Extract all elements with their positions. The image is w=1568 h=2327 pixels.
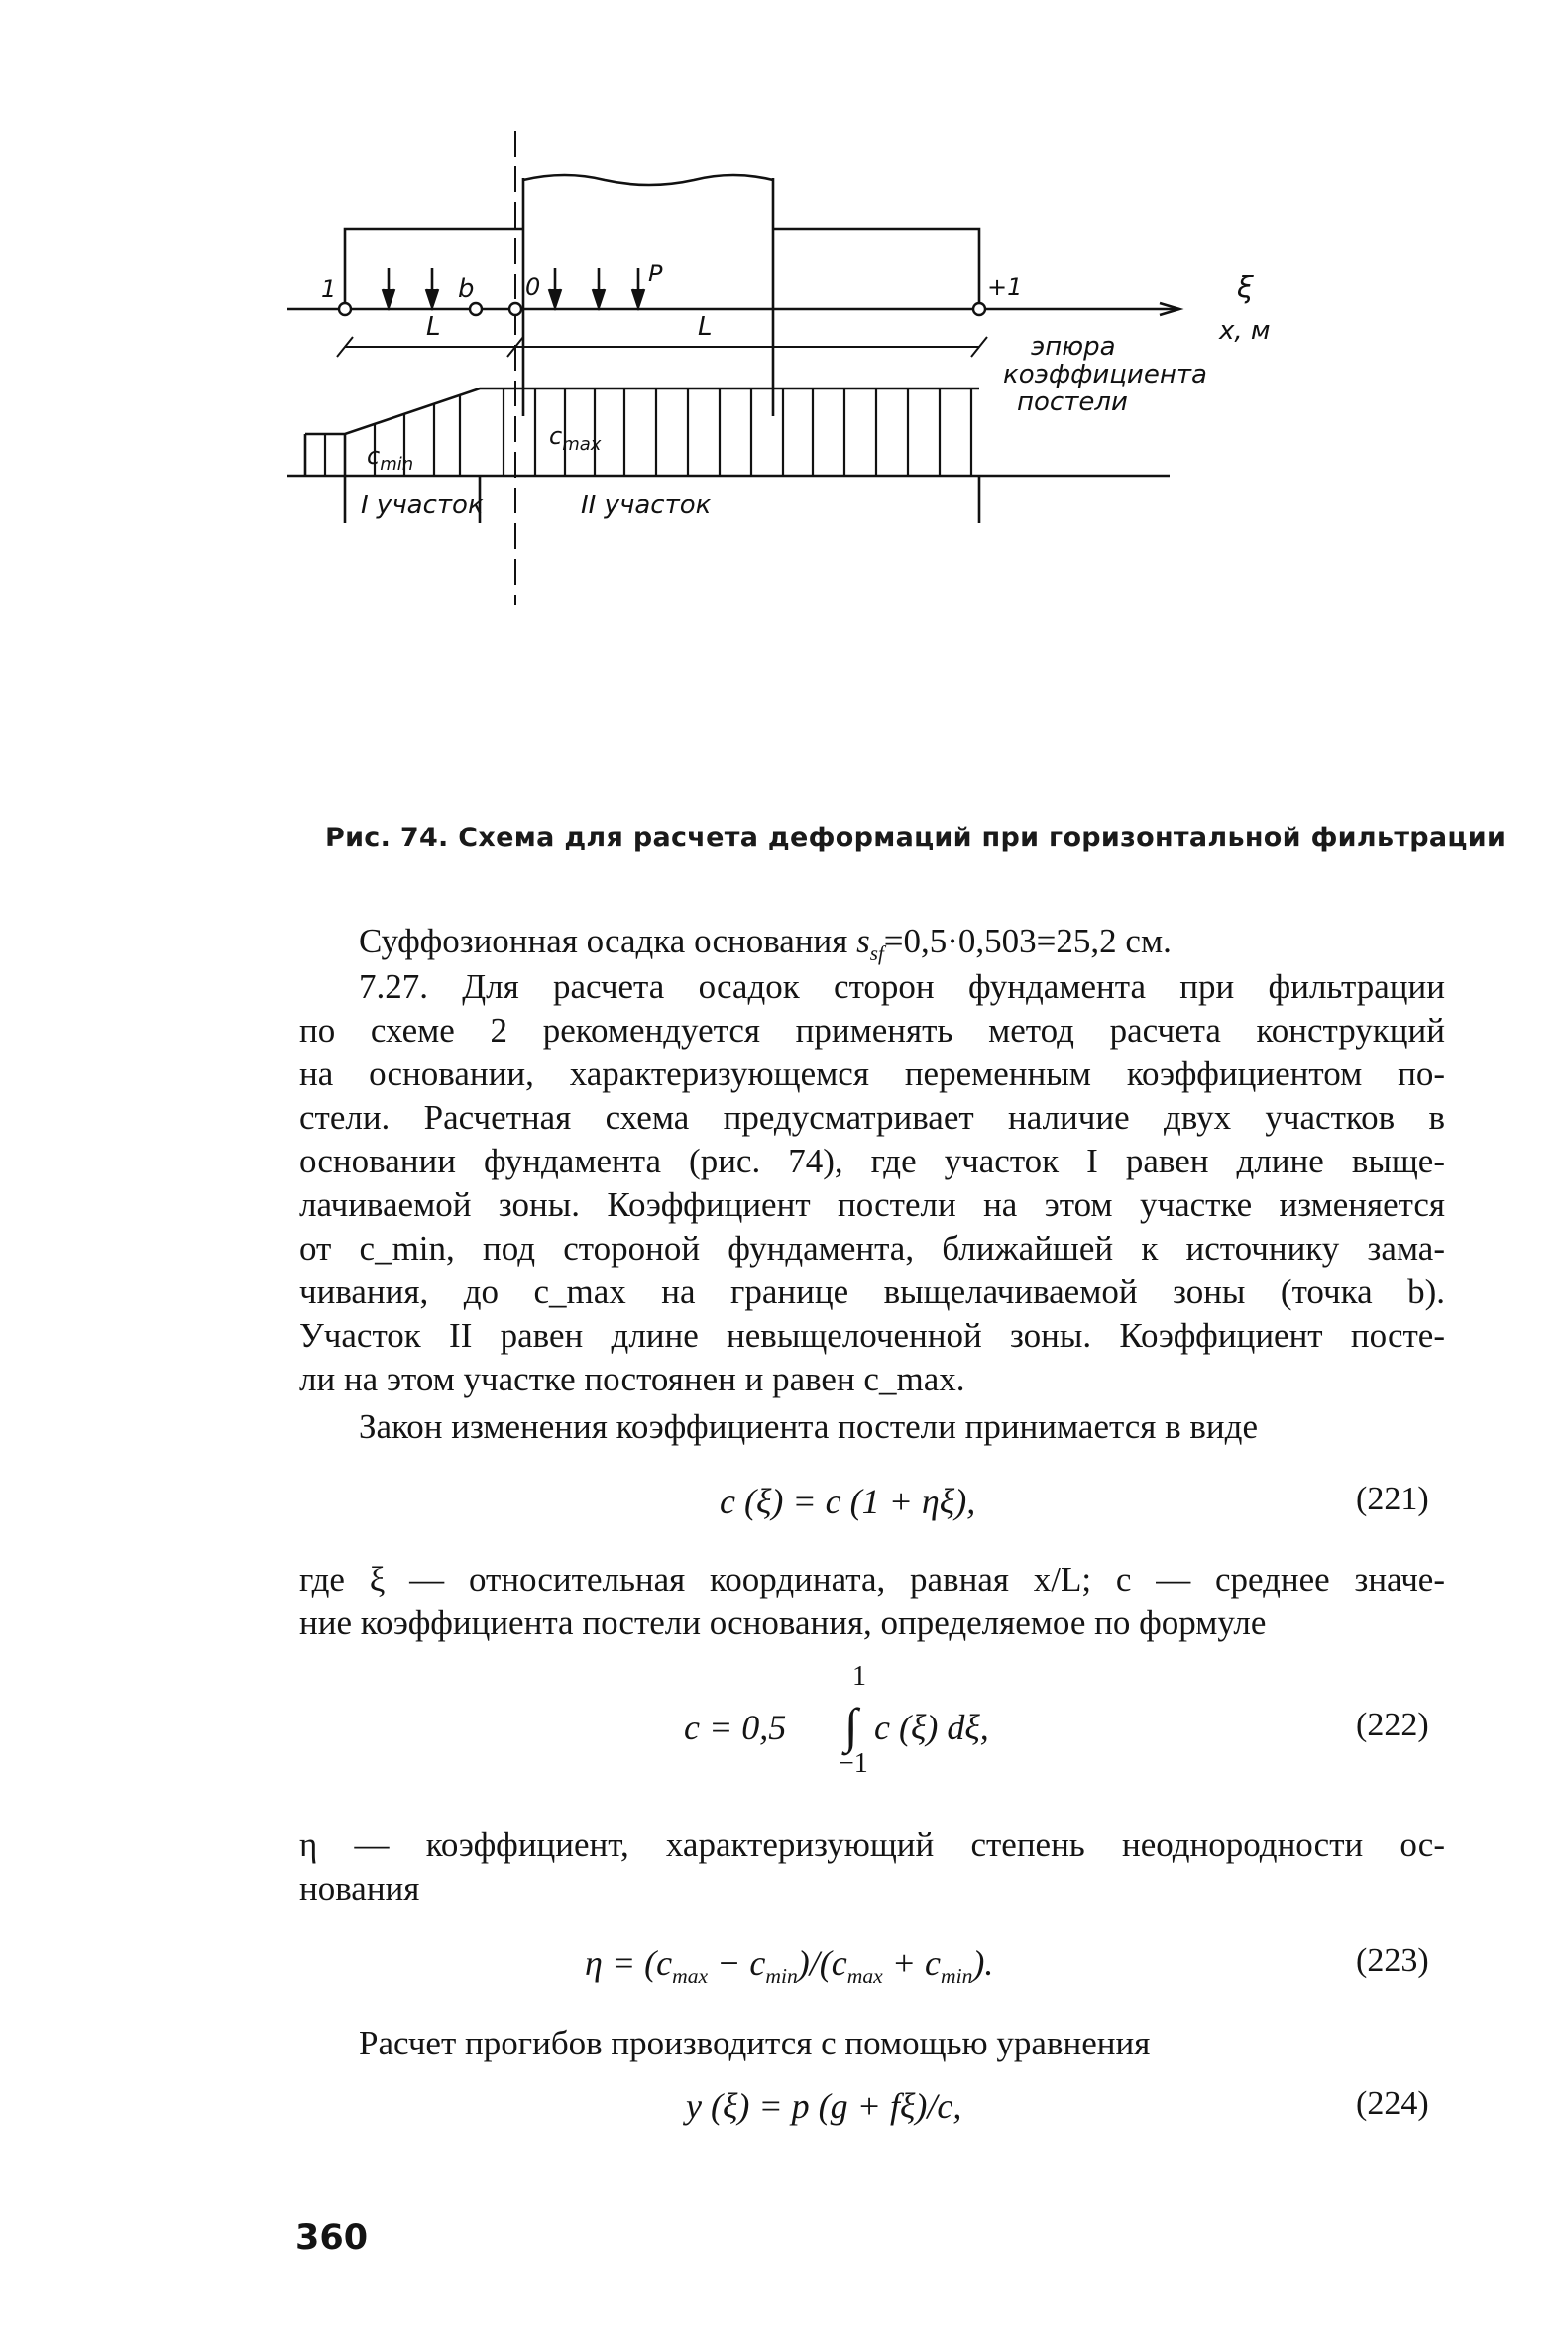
- label-center: 0: [525, 274, 541, 301]
- label-load-p: P: [648, 260, 663, 287]
- figure-svg: [321, 178, 1388, 793]
- equation-222-upper-limit: 1: [852, 1661, 866, 1692]
- equation-222-lhs: c = 0,5: [684, 1708, 787, 1747]
- diagram-title-2: коэффициента: [1003, 360, 1207, 389]
- label-right-end: +1: [987, 274, 1023, 301]
- paragraph-settlement: Суффозионная осадка основания $s_{sf}=0,5\cdot 0,503=25,2$ см.: [359, 922, 1172, 965]
- p4-line-1: где ξ — относительная координата, равная x/L; c — среднее значе-: [299, 1560, 1445, 1599]
- equation-222-lower-limit: −1: [839, 1748, 868, 1779]
- p5-line-1: η — коэффициент, характеризующий степень неоднородности ос-: [299, 1826, 1445, 1864]
- p2-line-9: Участок II равен длине невыщелоченной зоны. Коэффициент посте-: [299, 1316, 1445, 1355]
- page-number: 360: [295, 2218, 369, 2258]
- equation-222-number: (222): [1356, 1707, 1429, 1743]
- equation-223: $\eta = (c_{max} - c_{min})/(c_{max} + c_{min})$.: [585, 1943, 994, 1989]
- diagram-hatching: [325, 388, 971, 476]
- figure-74: [321, 178, 1388, 793]
- equation-221-number: (221): [1356, 1481, 1429, 1517]
- figure-caption: Рис. 74. Схема для расчета деформаций при горизонтальной фильтрации: [325, 823, 1507, 853]
- label-left-end: 1: [321, 276, 337, 303]
- equation-224-number: (224): [1356, 2085, 1429, 2122]
- paragraph-deflection: Расчет прогибов производится с помощью уравнения: [359, 2024, 1151, 2062]
- label-span-right: L: [698, 312, 713, 342]
- p2-line-6: лачиваемой зоны. Коэффициент постели на этом участке изменяется: [299, 1185, 1445, 1224]
- label-section-1: I участок: [361, 491, 484, 520]
- p2-line-3: на основании, характеризующемся переменным коэффициентом по-: [299, 1054, 1445, 1093]
- label-axis: x, м: [1219, 316, 1271, 346]
- equation-222-rhs: c (ξ) dξ,: [874, 1708, 989, 1747]
- diagram-title-3: постели: [1017, 388, 1128, 417]
- equation-221: c (ξ) = c (1 + ηξ),: [720, 1482, 976, 1521]
- equation-223-number: (223): [1356, 1942, 1429, 1979]
- label-c-min: $c_{min}$: [367, 442, 414, 475]
- p2-line-4: стели. Расчетная схема предусматривает наличие двух участков в: [299, 1098, 1445, 1137]
- label-xi: ξ: [1237, 271, 1254, 305]
- p2-line-8: чивания, до c_max на границе выщелачиваемой зоны (точка b).: [299, 1273, 1445, 1311]
- label-span-left: L: [426, 312, 441, 342]
- bedding-diagram-outline: [305, 388, 979, 434]
- label-section-2: II участок: [581, 491, 712, 520]
- p5-line-2: нования: [299, 1869, 420, 1908]
- p2-line-2: по схеме 2 рекомендуется применять метод расчета конструкций: [299, 1011, 1445, 1050]
- load-arrows: [383, 268, 644, 307]
- column-outline: [523, 178, 773, 416]
- p2-line-5: основании фундамента (рис. 74), где участок I равен длине выще-: [299, 1142, 1445, 1180]
- label-point-b: b: [458, 275, 475, 304]
- paragraph-law: Закон изменения коэффициента постели принимается в виде: [359, 1407, 1258, 1446]
- p2-line-1: 7.27. Для расчета осадок сторон фундамента при фильтрации: [359, 967, 1445, 1006]
- label-c-max: $c_{max}$: [549, 422, 602, 455]
- integral-sign: ∫: [844, 1698, 858, 1753]
- column-break-line: [523, 175, 773, 185]
- p2-line-10: ли на этом участке постоянен и равен c_max.: [299, 1360, 965, 1398]
- p2-line-7: от c_min, под стороной фундамента, ближайшей к источнику зама-: [299, 1229, 1445, 1268]
- p4-line-2: ние коэффициента постели основания, определяемое по формуле: [299, 1604, 1267, 1642]
- diagram-title-1: эпюра: [1031, 332, 1116, 362]
- equation-224: y (ξ) = p (g + fξ)/c,: [686, 2086, 962, 2126]
